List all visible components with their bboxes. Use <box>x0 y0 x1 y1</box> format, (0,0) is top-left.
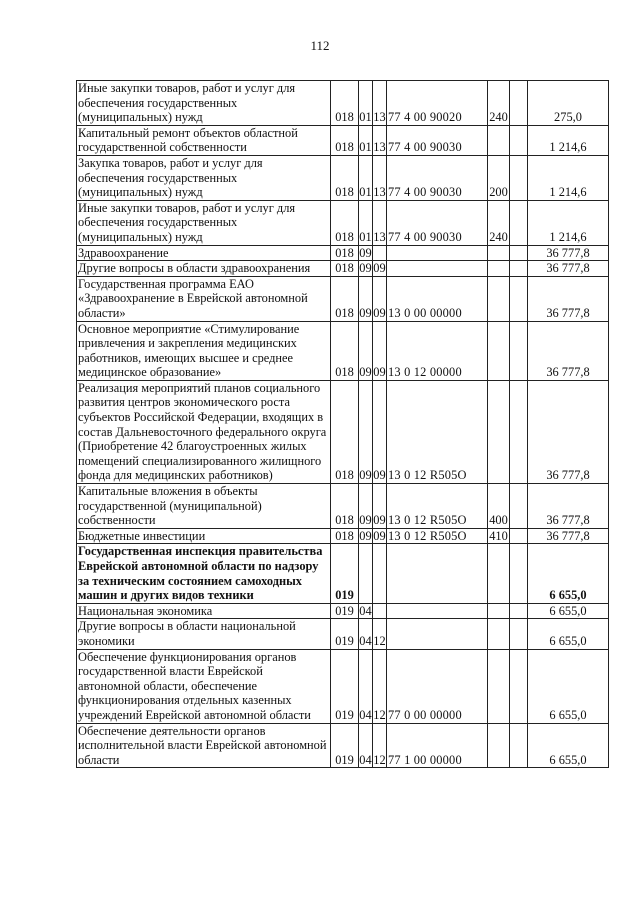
item-name: Обеспечение функционирования органов государственной власти Еврейской автономной области, обеспечение функционирования отдельных казенных учреждений Еврейской автономной области <box>77 649 331 723</box>
blank-cell <box>510 380 528 483</box>
target-article-code <box>387 245 488 261</box>
item-name: Реализация мероприятий планов социального развития центров экономического роста субъектов Российской Федерации, входящих в состав Дальневосточного федерального округа (Приобретение 42 благоустроенных жилых помещений специализированного жилищного фонда для медицинских работников) <box>77 380 331 483</box>
item-name: Здравоохранение <box>77 245 331 261</box>
table-row <box>77 528 609 544</box>
expense-type-code <box>488 276 510 321</box>
item-name: Обеспечение деятельности органов исполнительной власти Еврейской автономной области <box>77 723 331 768</box>
table-row <box>77 81 609 126</box>
target-article-code: 13 0 12 R505O <box>387 380 488 483</box>
budget-table <box>76 80 609 768</box>
blank-cell <box>510 619 528 649</box>
expense-type-code: 400 <box>488 484 510 529</box>
blank-cell <box>510 723 528 768</box>
target-article-code: 77 4 00 90030 <box>387 155 488 200</box>
expense-type-code: 240 <box>488 81 510 126</box>
expense-type-code <box>488 619 510 649</box>
ved-code: 018 <box>331 484 359 529</box>
amount: 6 655,0 <box>528 544 609 603</box>
target-article-code: 77 4 00 90020 <box>387 81 488 126</box>
target-article-code: 77 1 00 00000 <box>387 723 488 768</box>
subsection-code: 09 <box>373 321 387 380</box>
blank-cell <box>510 200 528 245</box>
amount: 36 777,8 <box>528 380 609 483</box>
amount: 6 655,0 <box>528 649 609 723</box>
section-code: 04 <box>359 603 372 618</box>
ved-code: 019 <box>331 544 359 603</box>
ved-code: 018 <box>331 528 359 544</box>
ved-code: 019 <box>331 619 359 649</box>
target-article-code: 13 0 12 R505O <box>387 528 488 544</box>
amount: 275,0 <box>528 81 609 126</box>
subsection-code: 13 <box>373 81 387 126</box>
blank-cell <box>510 276 528 321</box>
ved-code: 018 <box>331 200 359 245</box>
amount: 6 655,0 <box>528 619 609 649</box>
expense-type-code: 240 <box>488 200 510 245</box>
target-article-code: 77 4 00 90030 <box>387 200 488 245</box>
table-row <box>77 155 609 200</box>
amount: 36 777,8 <box>528 484 609 529</box>
amount: 1 214,6 <box>528 200 609 245</box>
expense-type-code <box>488 380 510 483</box>
table-row <box>77 261 609 277</box>
subsection-code: 13 <box>373 200 387 245</box>
expense-type-code: 410 <box>489 528 508 543</box>
expense-type-code <box>488 261 510 277</box>
subsection-code: 12 <box>373 619 387 649</box>
section-code: 04 <box>359 649 373 723</box>
blank-cell <box>510 528 528 544</box>
ved-code: 018 <box>331 125 359 155</box>
ved-code: 019 <box>331 649 359 723</box>
table-row <box>77 125 609 155</box>
subsection-code: 09 <box>373 380 387 483</box>
section-code: 09 <box>359 321 373 380</box>
ved-code: 018 <box>331 261 359 277</box>
table-row <box>77 245 609 261</box>
ved-code: 018 <box>331 81 359 126</box>
section-code: 09 <box>359 484 373 529</box>
table-row <box>77 649 609 723</box>
section-code: 01 <box>359 155 373 200</box>
subsection-code: 12 <box>373 649 387 723</box>
section-code: 04 <box>359 619 373 649</box>
table-row <box>77 619 609 649</box>
target-article-code: 77 4 00 90030 <box>387 125 488 155</box>
ved-code: 018 <box>331 380 359 483</box>
ved-code: 018 <box>331 276 359 321</box>
page-number: 112 <box>310 38 330 53</box>
subsection-code: 13 <box>373 125 387 155</box>
amount: 1 214,6 <box>528 125 609 155</box>
item-name: Национальная экономика <box>77 603 331 619</box>
amount: 36 777,8 <box>528 261 609 277</box>
item-name: Капитальные вложения в объекты государственной (муниципальной) собственности <box>77 484 331 529</box>
section-code <box>359 544 373 603</box>
table-row <box>77 484 609 529</box>
subsection-code: 09 <box>373 261 386 276</box>
amount: 36 777,8 <box>528 245 609 261</box>
target-article-code: 13 0 12 00000 <box>387 321 488 380</box>
table-row <box>77 603 609 619</box>
target-article-code <box>387 544 488 603</box>
amount: 6 655,0 <box>528 723 609 768</box>
subsection-code: 09 <box>373 276 387 321</box>
ved-code: 019 <box>331 723 359 768</box>
target-article-code: 13 0 00 00000 <box>387 276 488 321</box>
table-row <box>77 321 609 380</box>
section-code: 01 <box>359 200 373 245</box>
amount: 6 655,0 <box>528 603 609 619</box>
amount: 1 214,6 <box>528 155 609 200</box>
item-name: Другие вопросы в области национальной экономики <box>77 619 331 649</box>
target-article-code: 13 0 12 R505O <box>387 484 488 529</box>
expense-type-code <box>488 723 510 768</box>
section-code: 01 <box>359 125 373 155</box>
ved-code: 018 <box>331 245 359 261</box>
section-code: 09 <box>359 528 372 543</box>
section-code: 01 <box>359 81 373 126</box>
blank-cell <box>510 484 528 529</box>
blank-cell <box>510 544 528 603</box>
subsection-code: 09 <box>373 484 387 529</box>
subsection-code: 13 <box>373 155 387 200</box>
blank-cell <box>510 245 528 261</box>
subsection-code: 09 <box>373 528 386 543</box>
table-row <box>77 380 609 483</box>
ved-code: 018 <box>331 155 359 200</box>
subsection-code <box>373 544 387 603</box>
section-code: 09 <box>359 245 372 260</box>
subsection-code <box>373 603 387 619</box>
item-name: Государственная программа ЕАО «Здравоохранение в Еврейской автономной области» <box>77 276 331 321</box>
amount: 36 777,8 <box>528 276 609 321</box>
expense-type-code <box>488 544 510 603</box>
subsection-code: 12 <box>373 723 387 768</box>
target-article-code <box>387 619 488 649</box>
blank-cell <box>510 81 528 126</box>
table-row <box>77 723 609 768</box>
item-name: Государственная инспекция правительства Еврейской автономной области по надзору за техническим состоянием самоходных машин и других видов техники <box>77 544 331 603</box>
item-name: Капитальный ремонт объектов областной государственной собственности <box>77 125 331 155</box>
blank-cell <box>510 649 528 723</box>
expense-type-code <box>488 245 510 261</box>
target-article-code: 77 0 00 00000 <box>387 649 488 723</box>
section-code: 09 <box>359 276 373 321</box>
expense-type-code <box>488 603 510 619</box>
target-article-code <box>387 603 488 619</box>
ved-code: 018 <box>331 321 359 380</box>
blank-cell <box>510 321 528 380</box>
item-name: Другие вопросы в области здравоохранения <box>77 261 331 277</box>
expense-type-code: 200 <box>488 155 510 200</box>
expense-type-code <box>488 321 510 380</box>
table-row <box>77 544 609 603</box>
blank-cell <box>510 125 528 155</box>
amount: 36 777,8 <box>528 321 609 380</box>
expense-type-code <box>488 125 510 155</box>
blank-cell <box>510 603 528 619</box>
section-code: 04 <box>359 723 373 768</box>
expense-type-code <box>488 649 510 723</box>
item-name: Иные закупки товаров, работ и услуг для обеспечения государственных (муниципальных) нужд <box>77 200 331 245</box>
table-row <box>77 276 609 321</box>
subsection-code <box>373 245 387 261</box>
item-name: Закупка товаров, работ и услуг для обеспечения государственных (муниципальных) нужд <box>77 155 331 200</box>
blank-cell <box>510 155 528 200</box>
section-code: 09 <box>359 261 372 276</box>
target-article-code <box>387 261 488 277</box>
item-name: Основное мероприятие «Стимулирование привлечения и закрепления медицинских работников, имеющих высшее и среднее медицинское образование» <box>77 321 331 380</box>
ved-code: 019 <box>331 603 359 619</box>
table-row <box>77 200 609 245</box>
amount: 36 777,8 <box>528 528 609 544</box>
item-name: Иные закупки товаров, работ и услуг для обеспечения государственных (муниципальных) нужд <box>77 81 331 126</box>
blank-cell <box>510 261 528 277</box>
section-code: 09 <box>359 380 373 483</box>
item-name: Бюджетные инвестиции <box>77 528 331 544</box>
